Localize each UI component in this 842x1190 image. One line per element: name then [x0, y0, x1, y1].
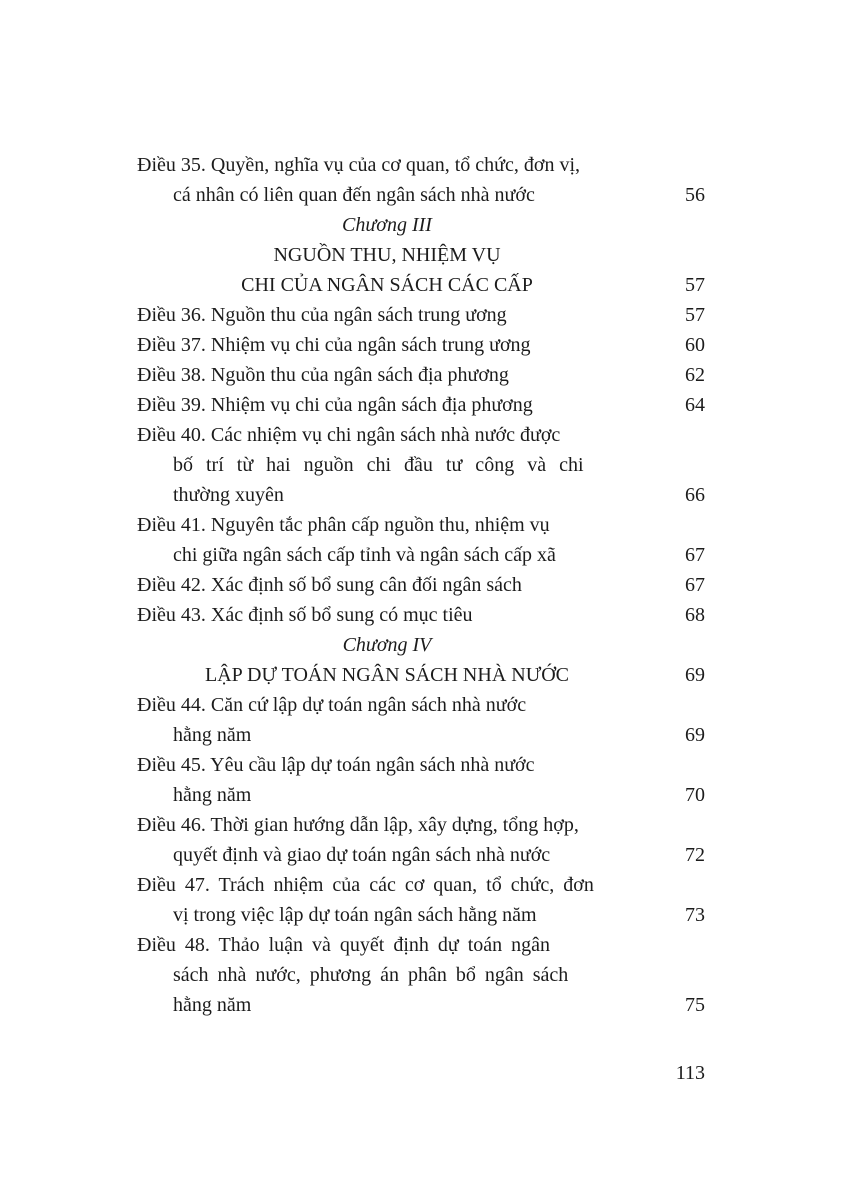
page-number-footer: 113: [675, 1062, 705, 1084]
toc-entry-line: [137, 420, 705, 450]
toc-entry-text: thường xuyên: [173, 484, 284, 506]
toc-page-number: 64: [685, 394, 705, 416]
toc-entry-text: Điều 45. Yêu cầu lập dự toán ngân sách nhà nước: [137, 754, 535, 776]
toc-page-number: 72: [685, 844, 705, 866]
toc-entry-text: bố trí từ hai nguồn chi đầu tư công và chi: [173, 454, 584, 476]
toc-entry-text: Điều 39. Nhiệm vụ chi của ngân sách địa phương: [137, 394, 533, 416]
toc-page-number: 70: [685, 784, 705, 806]
toc-page-number: 66: [685, 484, 705, 506]
toc-entry-line: [137, 300, 705, 330]
toc-entry-line: [137, 990, 705, 1020]
toc-entry-text: Điều 37. Nhiệm vụ chi của ngân sách trung ương: [137, 334, 531, 356]
toc-entry-text: Điều 46. Thời gian hướng dẫn lập, xây dựng, tổng hợp,: [137, 814, 579, 836]
chapter-heading-text: Chương III: [342, 214, 432, 236]
toc-entry-text: hằng năm: [173, 994, 252, 1016]
toc-entry-text: cá nhân có liên quan đến ngân sách nhà nước: [173, 184, 535, 206]
toc-entry-text: sách nhà nước, phương án phân bổ ngân sách: [173, 964, 569, 986]
toc-entry-line: [137, 690, 705, 720]
toc-page-number: 68: [685, 604, 705, 626]
toc-entry-text: Điều 40. Các nhiệm vụ chi ngân sách nhà nước được: [137, 424, 561, 446]
toc-page-number: 57: [685, 304, 705, 326]
toc-page-number: 69: [685, 664, 705, 686]
toc-entry-text: Điều 41. Nguyên tắc phân cấp nguồn thu, nhiệm vụ: [137, 514, 550, 536]
toc-entry-text: chi giữa ngân sách cấp tỉnh và ngân sách cấp xã: [173, 544, 556, 566]
toc-page-number: 67: [685, 544, 705, 566]
toc-entry-line: [137, 360, 705, 390]
chapter-title: [137, 270, 705, 300]
toc-entry-line: [137, 750, 705, 780]
toc-entry-text: Điều 42. Xác định số bổ sung cân đối ngân sách: [137, 574, 522, 596]
chapter-title: [137, 240, 705, 270]
toc-entry-line: [137, 330, 705, 360]
toc-page-number: 73: [685, 904, 705, 926]
toc-entry-line: [137, 930, 705, 960]
toc-page-number: 67: [685, 574, 705, 596]
toc-entry-text: Điều 44. Căn cứ lập dự toán ngân sách nhà nước: [137, 694, 527, 716]
toc-entry-line: [137, 540, 705, 570]
chapter-title-text: LẬP DỰ TOÁN NGÂN SÁCH NHÀ NƯỚC: [204, 664, 570, 686]
chapter-title-text: NGUỒN THU, NHIỆM VỤ: [273, 244, 501, 266]
chapter-title-text: CHI CỦA NGÂN SÁCH CÁC CẤP: [241, 274, 533, 296]
toc-page-number: 57: [685, 274, 705, 296]
toc-entry-line: [137, 720, 705, 750]
chapter-heading: [137, 630, 705, 660]
chapter-title: [137, 660, 705, 690]
toc-entry-line: [137, 150, 705, 180]
toc-entry-line: [137, 960, 705, 990]
toc-entry-text: Điều 38. Nguồn thu của ngân sách địa phương: [137, 364, 509, 386]
toc-entry-text: hằng năm: [173, 724, 252, 746]
toc-entry-line: [137, 600, 705, 630]
toc-entry-line: [137, 510, 705, 540]
toc-entry-text: Điều 35. Quyền, nghĩa vụ của cơ quan, tổ chức, đơn vị,: [137, 154, 580, 176]
toc-entry-text: vị trong việc lập dự toán ngân sách hằng năm: [173, 904, 537, 926]
toc-entry-line: [137, 810, 705, 840]
chapter-heading: [137, 210, 705, 240]
toc-page-number: 62: [685, 364, 705, 386]
toc-entry-text: Điều 43. Xác định số bổ sung có mục tiêu: [137, 604, 473, 626]
toc-entry-text: quyết định và giao dự toán ngân sách nhà nước: [173, 844, 551, 866]
toc-entry-line: [137, 840, 705, 870]
toc-page-number: 60: [685, 334, 705, 356]
chapter-heading-text: Chương IV: [342, 634, 432, 656]
toc-page-number: 69: [685, 724, 705, 746]
table-of-contents: [137, 150, 705, 1020]
toc-entry-line: [137, 570, 705, 600]
toc-entry-line: [137, 450, 705, 480]
toc-entry-line: [137, 780, 705, 810]
toc-entry-line: [137, 870, 705, 900]
toc-entry-line: [137, 390, 705, 420]
toc-entry-line: [137, 480, 705, 510]
toc-page-number: 56: [685, 184, 705, 206]
toc-page-number: 75: [685, 994, 705, 1016]
toc-entry-line: [137, 180, 705, 210]
toc-entry-text: Điều 47. Trách nhiệm của các cơ quan, tổ chức, đơn: [137, 874, 594, 896]
toc-entry-text: Điều 48. Thảo luận và quyết định dự toán ngân: [137, 934, 551, 956]
toc-entry-line: [137, 900, 705, 930]
toc-entry-text: Điều 36. Nguồn thu của ngân sách trung ương: [137, 304, 507, 326]
toc-entry-text: hằng năm: [173, 784, 252, 806]
